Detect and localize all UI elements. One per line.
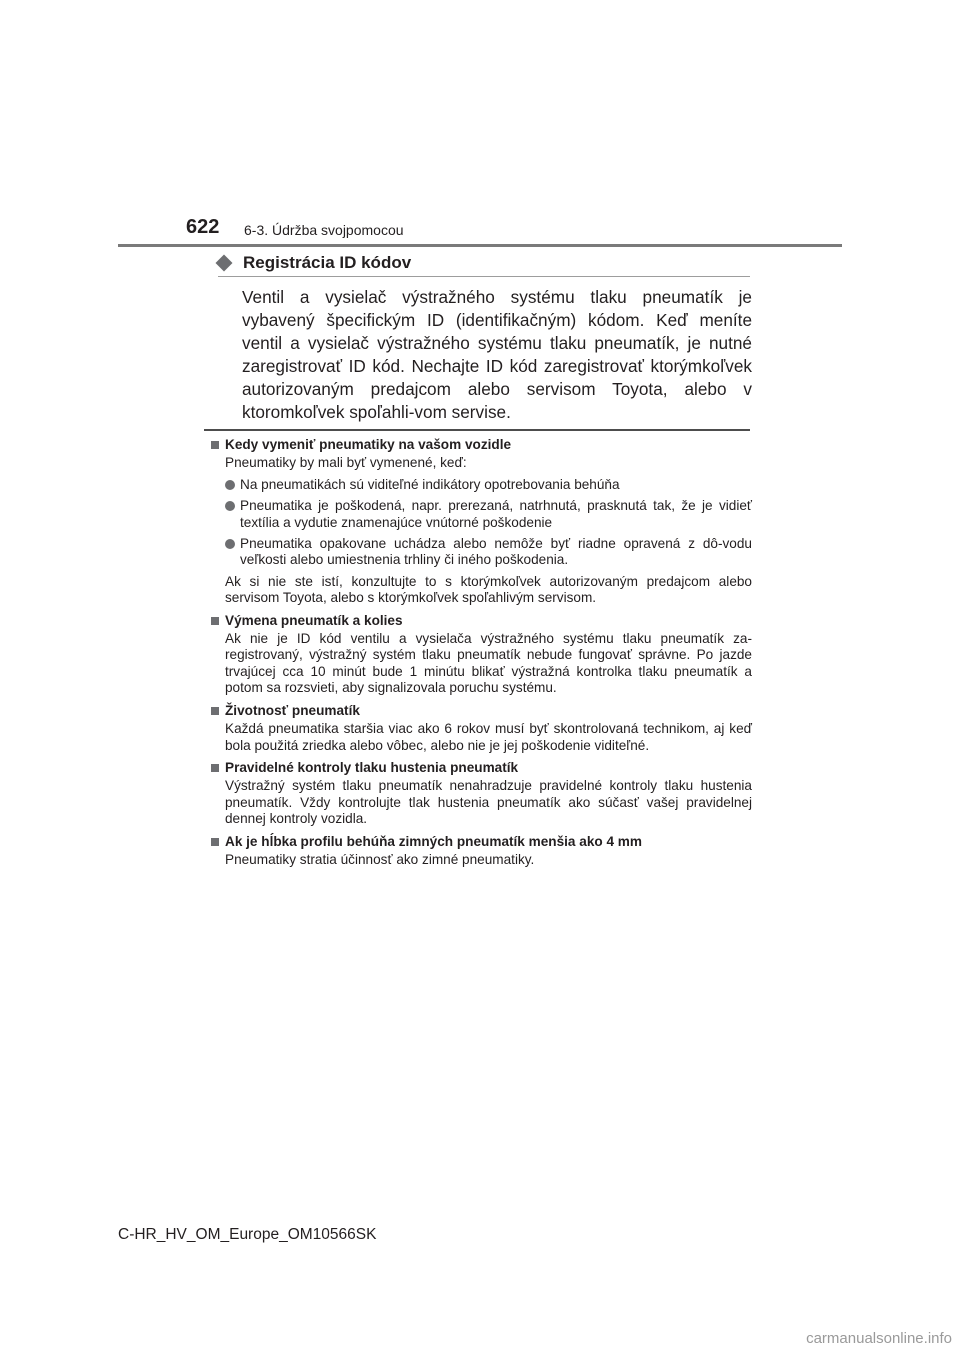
note-heading-winter-tread-depth: [210, 834, 752, 850]
circle-bullet-icon: [225, 501, 235, 511]
section-label: 6-3. Údržba svojpomocou: [244, 222, 404, 238]
subsection-title: Registrácia ID kódov: [243, 253, 412, 272]
notes-divider: [204, 429, 750, 431]
subsection-paragraph: Ventil a vysielač výstražného systému tlaku pneumatík je vybavený špecifickým ID (identifikačným) kódom. Keď meníte ventil a vysielač výstražného systému tlaku pneumatík, je nutné zaregistrovať ID kód. Nechajte ID kód zaregistrovať ktorýmkoľvek autorizovaným predajcom alebo servisom Toyota, alebo v ktoromkoľvek spoľahli-vom servise.: [242, 287, 752, 422]
note-body: Ak nie je ID kód ventilu a vysielača výstražného systému tlaku pneumatík za-registrovaný, výstražný systém tlaku pneumatík nebude fungovať správne. Po jazde trvajúcej cca 10 minút bude 1 minútu blikať výstražná kontrolka tlaku pneumatík a potom sa rozsvieti, aby signalizovala poruchu systému.: [225, 631, 752, 696]
list-item-text: Pneumatika je poškodená, napr. prerezaná, natrhnutá, prasknutá tak, že je vidieť textília a vydutie znamenajúce vnútorné poškodenie: [240, 498, 752, 530]
square-bullet-icon: [211, 764, 219, 772]
list-item: [210, 477, 752, 493]
note-heading-pressure-checks: [210, 760, 752, 776]
header-rule: [118, 244, 842, 247]
note-heading-text: Pravidelné kontroly tlaku hustenia pneumatík: [225, 759, 519, 775]
square-bullet-icon: [211, 707, 219, 715]
note-heading-text: Životnosť pneumatík: [225, 702, 360, 718]
note-intro: Pneumatiky by mali byť vymenené, keď:: [225, 455, 467, 471]
circle-bullet-icon: [225, 480, 235, 490]
note-body: Každá pneumatika staršia viac ako 6 rokov musí byť skontrolovaná technikom, aj keď bola použitá zriedka alebo vôbec, alebo nie je jej poškodenie viditeľné.: [225, 721, 752, 753]
note-outro: Ak si nie ste istí, konzultujte to s ktorýmkoľvek autorizovaným predajcom alebo servisom Toyota, alebo s ktorýmkoľvek spoľahlivým servisom.: [225, 573, 752, 606]
list-item-text: Na pneumatikách sú viditeľné indikátory opotrebovania behúňa: [240, 476, 620, 492]
diamond-icon: [216, 255, 233, 272]
list-item: [210, 536, 752, 569]
note-heading-tire-wheel-replacement: [210, 613, 752, 629]
subsection-rule: [218, 276, 750, 277]
note-heading-tire-replacement-timing: [210, 437, 752, 453]
note-body: Výstražný systém tlaku pneumatík nenahradzuje pravidelné kontroly tlaku hustenia pneumatík. Vždy kontrolujte tlak hustenia pneumatík ako súčasť vašej pravidelnej dennej kontroly vozidla.: [225, 778, 752, 827]
note-heading-text: Kedy vymeniť pneumatiky na vašom vozidle: [225, 437, 512, 452]
note-body: Pneumatiky stratia účinnosť ako zimné pneumatiky.: [225, 851, 535, 867]
note-heading-text: Výmena pneumatík a kolies: [225, 612, 403, 628]
document-code: C-HR_HV_OM_Europe_OM10566SK: [118, 1226, 377, 1243]
circle-bullet-icon: [225, 539, 235, 549]
page-number: 622: [186, 216, 220, 238]
square-bullet-icon: [211, 838, 219, 846]
square-bullet-icon: [211, 617, 219, 625]
subsection-heading: [218, 253, 750, 277]
square-bullet-icon: [211, 441, 219, 449]
watermark: carmanualsonline.info: [806, 1330, 952, 1347]
page-header: [0, 0, 960, 250]
list-item-text: Pneumatika opakovane uchádza alebo nemôže byť riadne opravená z dô-vodu veľkosti alebo umiestnenia trhliny či iného poškodenia.: [240, 536, 752, 568]
note-heading-text: Ak je hĺbka profilu behúňa zimných pneumatík menšia ako 4 mm: [225, 833, 642, 849]
note-heading-tire-lifespan: [210, 703, 752, 719]
notes-section: [210, 437, 752, 868]
list-item: [210, 498, 752, 531]
